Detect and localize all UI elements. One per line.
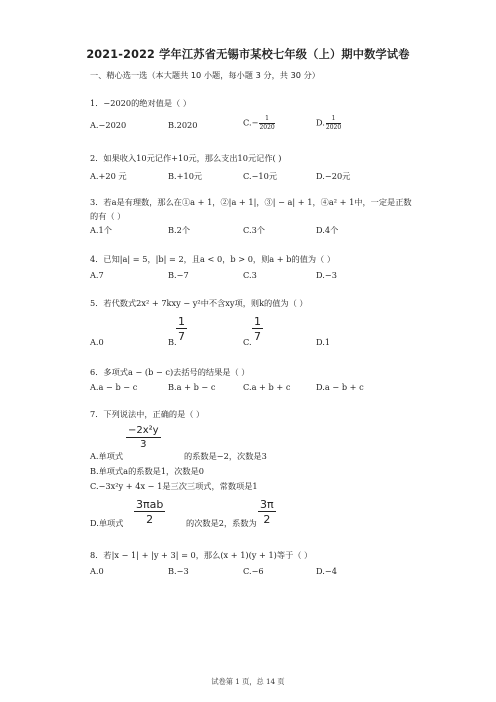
question-7-option-a-prefix: A.单项式 xyxy=(90,451,124,461)
question-4-option-b: B.−7 xyxy=(168,270,189,280)
question-7-option-d-fraction-1: 3πab 2 xyxy=(136,498,164,526)
question-7-option-d-prefix: D.单项式 xyxy=(90,518,124,528)
question-5-option-b-fraction: $\frac{1}{7}$ xyxy=(178,315,185,343)
question-2-option-d: D.−20元 xyxy=(316,171,351,181)
option-d-label: D. xyxy=(316,117,325,128)
question-7-option-c: C.−3x²y + 4x − 1是三次三项式，常数项是1 xyxy=(90,481,258,491)
question-6-option-d: D.a − b + c xyxy=(316,382,364,392)
question-8-stem: 8．若|x − 1| + |y + 3| = 0，那么(x + 1)(y + 1)等于（ ） xyxy=(90,550,313,560)
question-5-option-b-label: B. xyxy=(168,337,177,347)
fraction: $\frac{1}{2020}$ xyxy=(259,115,275,131)
page-title: 2021-2022 学年江苏省无锡市某校七年级（上）期中数学试卷 xyxy=(86,48,410,61)
question-5-option-c-fraction: $\frac{1}{7}$ xyxy=(254,315,261,343)
question-7-option-d-fraction-2: $\frac{3\pi}{2}$ xyxy=(260,498,274,526)
fraction: $\frac{1}{2020}$ xyxy=(325,115,342,131)
question-5-option-c-label: C. xyxy=(243,337,252,347)
section-heading: 一、精心选一选（本大题共 10 小题，每小题 3 分，共 30 分） xyxy=(90,70,320,80)
question-8-option-b: B.−3 xyxy=(168,566,189,576)
page-footer: 试卷第 1 页，总 14 页 xyxy=(211,677,285,686)
question-1-option-a: A.−2020 xyxy=(90,120,127,130)
question-6-option-b: B.a + b − c xyxy=(168,382,216,392)
question-7-option-d-middle: 的次数是2，系数为 xyxy=(186,518,257,528)
question-4-stem: 4．已知|a| = 5，|b| = 2，且a < 0，b > 0，则a + b的值为（ ） xyxy=(90,254,336,264)
question-4-option-d: D.−3 xyxy=(316,270,337,280)
question-3-option-d: D.4个 xyxy=(316,225,339,235)
question-3-option-a: A.1个 xyxy=(90,225,112,235)
question-4-option-a: A.7 xyxy=(90,270,104,280)
question-1-option-c xyxy=(243,116,276,131)
question-3-option-c: C.3个 xyxy=(243,225,265,235)
option-c-label: C.− xyxy=(243,117,259,128)
question-3-stem-line2: 的有（ ） xyxy=(90,211,126,221)
question-5-stem: 5．若代数式2x² + 7kxy − y²中不含xy项，则k的值为（ ） xyxy=(90,298,308,308)
question-7-option-b: B.单项式a的系数是1，次数是0 xyxy=(90,466,204,476)
question-1-stem: 1．−2020的绝对值是（ ） xyxy=(90,98,192,108)
question-2-option-b: B.+10元 xyxy=(168,171,203,181)
question-1-option-d xyxy=(316,116,342,131)
question-6-option-c: C.a + b + c xyxy=(243,382,291,392)
question-2-stem: 2．如果收入10元记作+10元，那么支出10元记作( ) xyxy=(90,153,282,163)
question-6-stem: 6．多项式a − (b − c)去括号的结果是（ ） xyxy=(90,367,250,377)
question-8-option-d: D.−4 xyxy=(316,566,337,576)
question-6-option-a: A.a − b − c xyxy=(90,382,138,392)
question-8-option-a: A.0 xyxy=(90,566,104,576)
question-4-option-c: C.3 xyxy=(243,270,257,280)
question-5-option-d: D.1 xyxy=(316,337,331,347)
question-7-option-a-suffix: 的系数是−2，次数是3 xyxy=(184,451,267,461)
question-1-option-b: B.2020 xyxy=(168,120,198,130)
question-7-stem: 7．下列说法中，正确的是（ ） xyxy=(90,409,205,419)
question-3-stem-line1: 3．若a是有理数，那么在①a + 1，②|a + 1|，③| − a| + 1，④a² + 1中，一定是正数 xyxy=(90,197,412,207)
question-3-option-b: B.2个 xyxy=(168,225,191,235)
question-5-option-a: A.0 xyxy=(90,337,104,347)
question-7-option-a-fraction: $\frac{\text{−2x²y}}{3}$ xyxy=(128,425,159,450)
question-8-option-c: C.−6 xyxy=(243,566,264,576)
question-2-option-a: A.+20 元 xyxy=(90,171,127,181)
question-2-option-c: C.−10元 xyxy=(243,171,278,181)
